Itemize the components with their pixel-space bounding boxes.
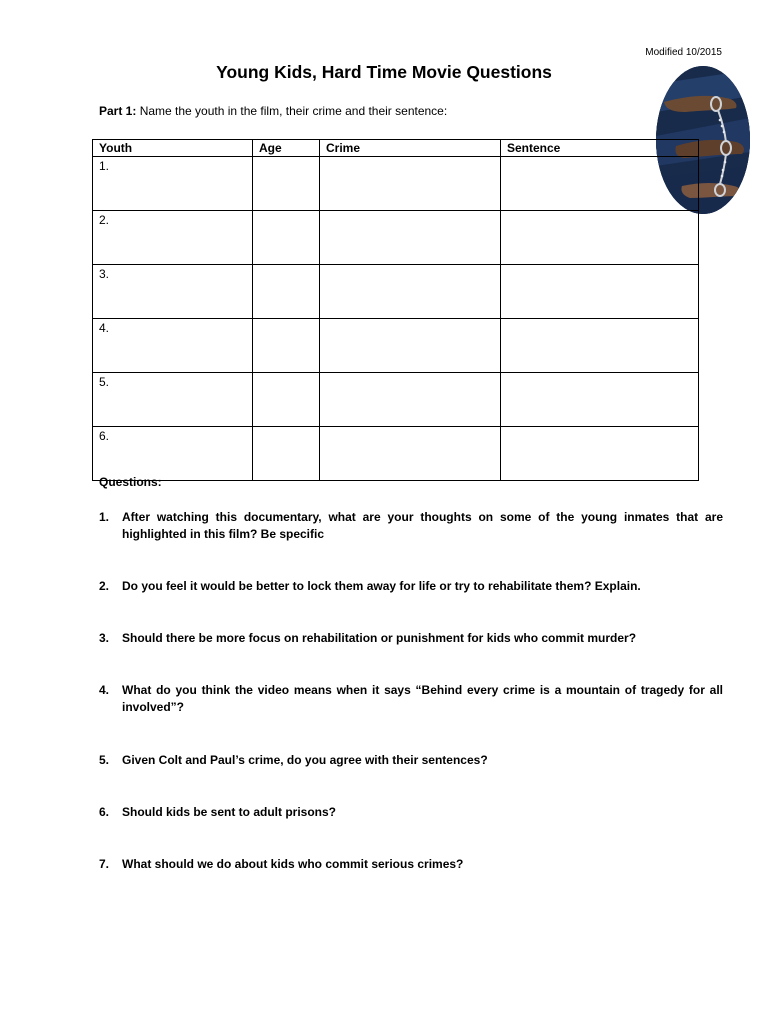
sentence-cell[interactable]: [501, 427, 699, 481]
part1-label: Part 1:: [99, 104, 137, 118]
col-header-sentence: Sentence: [501, 140, 699, 157]
question-item: [99, 682, 723, 716]
table-row: [93, 211, 699, 265]
youth-table: [92, 139, 699, 481]
col-header-youth: Youth: [93, 140, 253, 157]
crime-cell[interactable]: [320, 373, 501, 427]
age-cell[interactable]: [253, 265, 320, 319]
table-row: [93, 427, 699, 481]
age-cell[interactable]: [253, 427, 320, 481]
question-text: After watching this documentary, what are your thoughts on some of the young inmates that are highlighted in this film? Be specific: [122, 510, 723, 541]
question-text: Do you feel it would be better to lock them away for life or try to rehabilitate them? Explain.: [122, 579, 641, 593]
age-cell[interactable]: [253, 157, 320, 211]
question-text: What should we do about kids who commit serious crimes?: [122, 857, 464, 871]
question-text: Should kids be sent to adult prisons?: [122, 805, 337, 819]
col-header-crime: Crime: [320, 140, 501, 157]
question-item: [99, 578, 723, 595]
age-cell[interactable]: [253, 211, 320, 265]
sentence-cell[interactable]: [501, 319, 699, 373]
question-number: 5.: [99, 753, 110, 767]
table-row: [93, 157, 699, 211]
sentence-cell[interactable]: [501, 157, 699, 211]
crime-cell[interactable]: [320, 265, 501, 319]
modified-date: Modified 10/2015: [645, 47, 722, 58]
youth-cell[interactable]: 3.: [93, 265, 253, 319]
part1-instruction: [99, 104, 447, 118]
sentence-cell[interactable]: [501, 373, 699, 427]
question-number: 4.: [99, 683, 110, 697]
table-row: [93, 319, 699, 373]
sentence-cell[interactable]: [501, 265, 699, 319]
question-text: Given Colt and Paul’s crime, do you agree with their sentences?: [122, 753, 488, 767]
part1-text: Name the youth in the film, their crime and their sentence:: [136, 104, 448, 118]
questions-heading: Questions:: [99, 475, 162, 489]
crime-cell[interactable]: [320, 157, 501, 211]
question-item: [99, 804, 723, 821]
question-text: What do you think the video means when it says “Behind every crime is a mountain of tragedy for all involved”?: [122, 683, 723, 714]
table-row: [93, 373, 699, 427]
table-row: [93, 265, 699, 319]
question-item: [99, 630, 723, 647]
youth-cell[interactable]: 4.: [93, 319, 253, 373]
sentence-cell[interactable]: [501, 211, 699, 265]
age-cell[interactable]: [253, 373, 320, 427]
youth-cell[interactable]: 5.: [93, 373, 253, 427]
youth-cell[interactable]: 1.: [93, 157, 253, 211]
crime-cell[interactable]: [320, 427, 501, 481]
page-title: Young Kids, Hard Time Movie Questions: [216, 62, 552, 82]
age-cell[interactable]: [253, 319, 320, 373]
crime-cell[interactable]: [320, 211, 501, 265]
question-item: [99, 752, 723, 769]
question-number: 3.: [99, 631, 110, 645]
youth-cell[interactable]: 6.: [93, 427, 253, 481]
col-header-age: Age: [253, 140, 320, 157]
table-header-row: [93, 140, 699, 157]
youth-cell[interactable]: 2.: [93, 211, 253, 265]
question-item: [99, 509, 723, 543]
question-number: 6.: [99, 805, 110, 819]
crime-cell[interactable]: [320, 319, 501, 373]
question-number: 7.: [99, 857, 110, 871]
question-number: 1.: [99, 510, 110, 524]
question-text: Should there be more focus on rehabilitation or punishment for kids who commit murder?: [122, 631, 637, 645]
question-number: 2.: [99, 579, 110, 593]
question-item: [99, 856, 723, 873]
